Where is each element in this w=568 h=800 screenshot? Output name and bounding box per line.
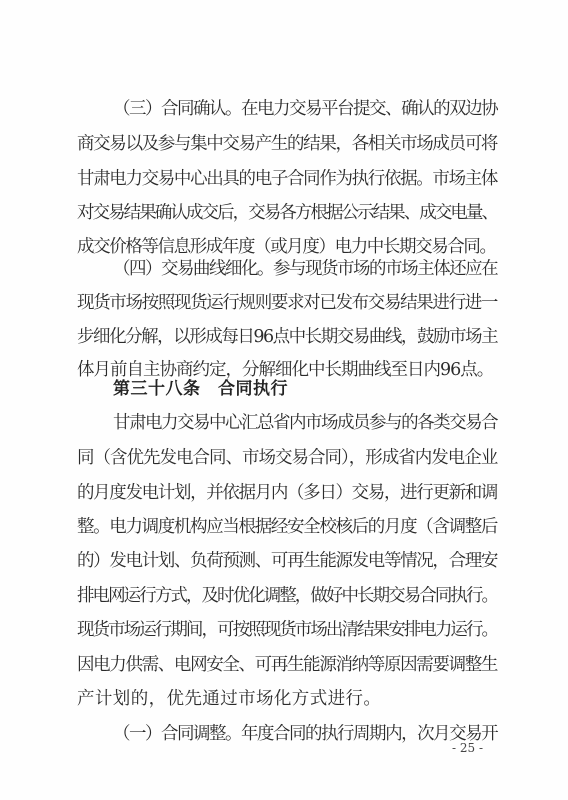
text-line: （四）交易曲线细化。参与现货市场的市场主体还应在 xyxy=(113,259,497,279)
text-line: 因电力供需、电网安全、可再生能源消纳等原因需要调整生 xyxy=(77,655,497,675)
text-line: 对交易结果确认成交后，交易各方根据公示结果、成交电量、 xyxy=(77,203,497,223)
page-number: - 25 - xyxy=(452,741,484,755)
text-line: （三）合同确认。在电力交易平台提交、确认的双边协 xyxy=(113,99,497,119)
text-line: （一）合同调整。年度合同的执行周期内，次月交易开 xyxy=(113,724,497,744)
text-line: 步细化分解，以形成每日96点中长期交易曲线，鼓励市场主 xyxy=(77,327,497,347)
text-line: 现货市场按照现货运行规则要求对已发布交易结果进行进一 xyxy=(77,293,497,313)
text-line: 的）发电计划、负荷预测、可再生能源发电等情况，合理安 xyxy=(77,551,497,571)
text-line: 同（含优先发电合同、市场交易合同），形成省内发电企业 xyxy=(77,448,498,468)
text-line: 的月度发电计划，并依据月内（多日）交易，进行更新和调 xyxy=(77,483,497,503)
text-line: 产计划的，优先通过市场化方式进行。 xyxy=(77,689,382,709)
text-line: 整。电力调度机构应当根据经安全校核后的月度（含调整后 xyxy=(77,517,497,537)
text-line: 现货市场运行期间，可按照现货市场出清结果安排电力运行。 xyxy=(77,620,497,640)
text-line: 甘肃电力交易中心汇总省内市场成员参与的各类交易合 xyxy=(113,413,497,433)
text-line: 排电网运行方式，及时优化调整，做好中长期交易合同执行。 xyxy=(77,586,497,606)
text-line: 体月前自主协商约定，分解细化中长期曲线至日内96点。 xyxy=(77,360,494,380)
text-line: 成交价格等信息形成年度（或月度）电力中长期交易合同。 xyxy=(77,237,496,257)
text-line: 甘肃电力交易中心出具的电子合同作为执行依据。市场主体 xyxy=(77,169,497,189)
article-heading: 第三十八条 合同执行 xyxy=(113,379,288,399)
text-line: 商交易以及参与集中交易产生的结果，各相关市场成员可将 xyxy=(77,134,497,154)
